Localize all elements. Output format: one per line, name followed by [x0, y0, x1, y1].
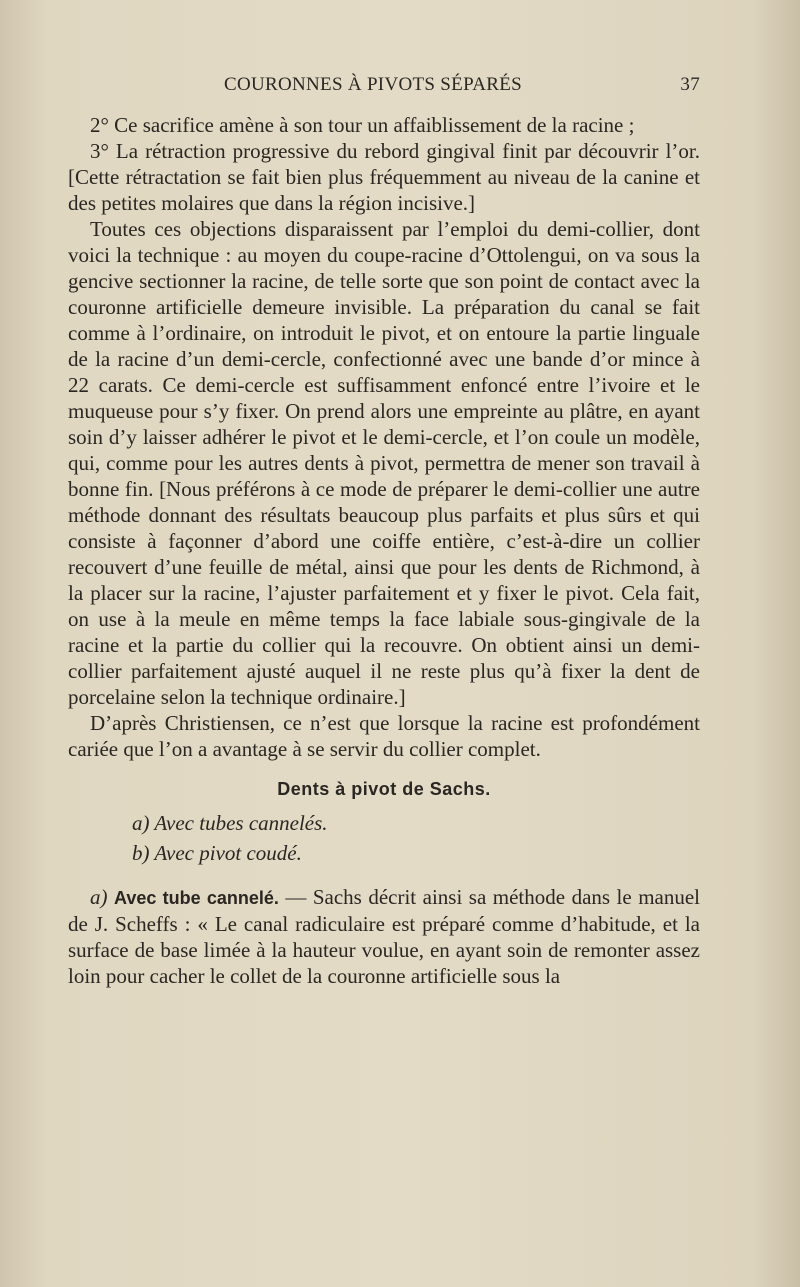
list-item: a) Avec tubes cannelés.: [132, 811, 328, 835]
section-list: [68, 810, 700, 866]
subsection-title: Avec tube cannelé.: [114, 888, 279, 908]
page-header: [68, 74, 700, 100]
section-heading: Dents à pivot de Sachs.: [277, 779, 491, 799]
subsection-dash: —: [278, 885, 313, 909]
subsection-marker: a): [90, 885, 108, 909]
subsection-paragraph: [68, 884, 700, 989]
paragraph-objections: Toutes ces objections disparaissent par l’emploi du demi-collier, dont voici la technique : au moyen du coupe-racine d’Ottolengui, on va sous la gencive sectionner la racine, de telle sorte que son point de contact avec la couronne artificielle demeure invisible. La préparation du canal se fait comme à l’ordinaire, on introduit le pivot, et on entoure la partie linguale de la racine d’un demi-cercle, confectionné avec une bande d’or mince à 22 carats. Ce demi-cercle est suffisamment enfoncé entre l’ivoire et le muqueuse pour s’y fixer. On prend alors une empreinte au plâtre, en ayant soin d’y laisser adhérer le pivot et le demi-cercle, et l’on coule un modèle, qui, comme pour les autres dents à pivot, permettra de mener son travail à bonne fin. [Nous préférons à ce mode de préparer le demi-collier une autre méthode donnant des résultats beaucoup plus parfaits et plus sûrs et qui consiste à façonner d’abord une coiffe entière, c’est-à-dire un collier recouvert d’une feuille de métal, ainsi que pour les dents de Richmond, à la placer sur la racine, l’ajuster parfaitement et y fixer le pivot. Cela fait, on use à la meule en même temps la face labiale sous-gingivale de la racine et la partie du collier qui la recouvre. On obtient ainsi un demi-collier parfaitement ajusté auquel il ne reste plus qu’à fixer la dent de porcelaine selon la technique ordinaire.]: [68, 217, 700, 709]
subsection-text: Sachs décrit ainsi sa méthode dans le manuel de J. Scheffs : « Le canal radiculaire est préparé comme d’habitude, et la surface de base limée à la hauteur voulue, en ayant soin de remonter assez loin pour cacher le collet de la couronne artificielle sous la: [68, 885, 700, 988]
paragraph-3: 3° La rétraction progressive du rebord gingival finit par découvrir l’or. [Cette rétractation se fait bien plus fréquemment au niveau de la canine et des petites molaires que dans la région incisive.]: [68, 139, 700, 215]
page-number: 37: [680, 74, 700, 95]
running-title: COURONNES À PIVOTS SÉPARÉS: [224, 74, 522, 95]
list-item: b) Avec pivot coudé.: [132, 841, 302, 865]
paragraph-2: 2° Ce sacrifice amène à son tour un affaiblissement de la racine ;: [90, 113, 635, 137]
page-body: [68, 112, 700, 989]
paragraph-christiensen: D’après Christiensen, ce n’est que lorsque la racine est profondément cariée que l’on a avantage à se servir du collier complet.: [68, 711, 700, 761]
